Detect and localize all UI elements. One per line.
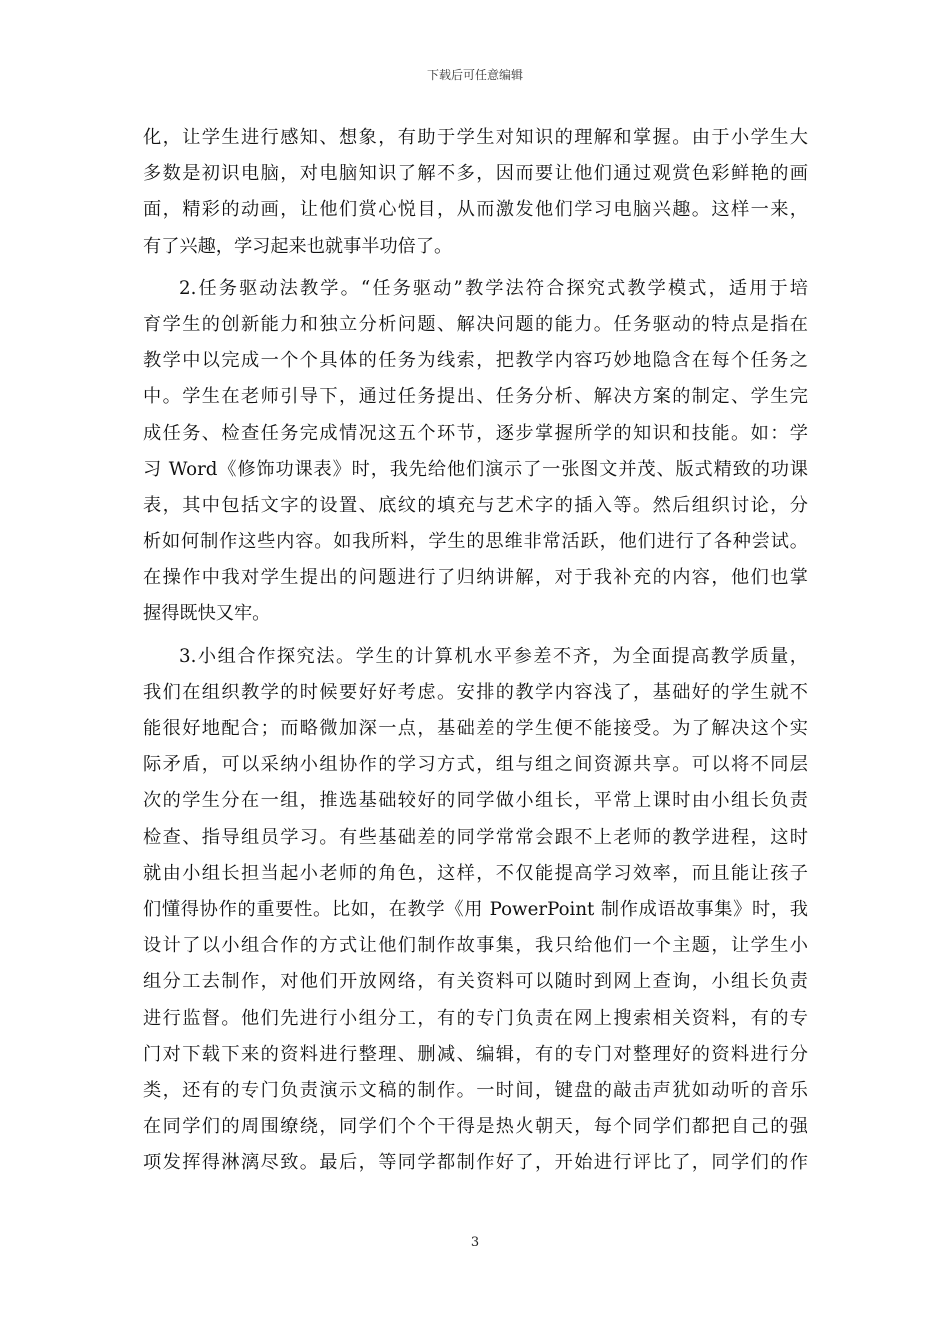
text-line: 组分工去制作，对他们开放网络，有关资料可以随时到网上查询，小组长负责 <box>143 971 808 993</box>
text-line: 门对下载下来的资料进行整理、删减、编辑，有的专门对整理好的资料进行分 <box>143 1043 808 1065</box>
text-line: 我们在组织教学的时候要好好考虑。安排的教学内容浅了，基础好的学生就不 <box>143 681 808 703</box>
text-line: 化，让学生进行感知、想象，有助于学生对知识的理解和掌握。由于小学生大 <box>143 127 808 148</box>
text-line: 2.任务驱动法教学。“任务驱动”教学法符合探究式教学模式，适用于培 <box>179 277 808 299</box>
text-line: 成任务、检查任务完成情况这五个环节，逐步掌握所学的知识和技能。如：学 <box>143 422 808 444</box>
page-number: 3 <box>470 1235 480 1250</box>
text-line: 际矛盾，可以采纳小组协作的学习方式，组与组之间资源共享。可以将不同层 <box>143 754 808 776</box>
text-line: 在操作中我对学生提出的问题进行了归纳讲解，对于我补充的内容，他们也掌 <box>143 567 808 589</box>
text-line: 教学中以完成一个个具体的任务为线索，把教学内容巧妙地隐含在每个任务之 <box>143 350 808 372</box>
text-line: 进行监督。他们先进行小组分工，有的专门负责在网上搜索相关资料，有的专 <box>143 1007 808 1029</box>
text-line: 中。学生在老师引导下，通过任务提出、任务分析、解决方案的制定、学生完 <box>143 386 808 408</box>
text-line: 3.小组合作探究法。学生的计算机水平参差不齐，为全面提高教学质量， <box>179 645 808 667</box>
paragraph-3 <box>143 639 808 1182</box>
text-line: 在同学们的周围缭绕，同学们个个干得是热火朝天，每个同学们都把自己的强 <box>143 1116 808 1138</box>
text-line: 检查、指导组员学习。有些基础差的同学常常会跟不上老师的教学进程，这时 <box>143 826 808 848</box>
paragraph-1 <box>143 120 808 265</box>
paragraph-2 <box>143 271 808 633</box>
text-line: 们懂得协作的重要性。比如，在教学《用 PowerPoint 制作成语故事集》时，我 <box>143 898 808 920</box>
text-line: 能很好地配合；而略微加深一点，基础差的学生便不能接受。为了解决这个实 <box>143 718 808 739</box>
text-line: 项发挥得淋漓尽致。最后，等同学都制作好了，开始进行评比了，同学们的作 <box>143 1152 808 1174</box>
text-line: 就由小组长担当起小老师的角色，这样，不仅能提高学习效率，而且能让孩子 <box>143 862 808 884</box>
text-line: 表，其中包括文字的设置、底纹的填充与艺术字的插入等。然后组织讨论，分 <box>143 494 808 516</box>
text-line: 有了兴趣，学习起来也就事半功倍了。 <box>143 235 453 257</box>
text-line: 育学生的创新能力和独立分析问题、解决问题的能力。任务驱动的特点是指在 <box>143 313 808 335</box>
text-line: 多数是初识电脑，对电脑知识了解不多，因而要让他们通过观赏色彩鲜艳的画 <box>143 163 808 185</box>
text-line: 析如何制作这些内容。如我所料，学生的思维非常活跃，他们进行了各种尝试。 <box>143 531 808 553</box>
text-line: 次的学生分在一组，推选基础较好的同学做小组长，平常上课时由小组长负责 <box>143 790 808 812</box>
document-body <box>143 120 808 1181</box>
text-line: 设计了以小组合作的方式让他们制作故事集，我只给他们一个主题，让学生小 <box>143 935 808 957</box>
page-header: 下载后可任意编辑 <box>426 68 523 82</box>
text-line: 类，还有的专门负责演示文稿的制作。一时间，键盘的敲击声犹如动听的音乐 <box>143 1079 808 1101</box>
text-line: 握得既快又牢。 <box>143 603 271 625</box>
text-line: 习 Word《修饰功课表》时，我先给他们演示了一张图文并茂、版式精致的功课 <box>143 458 808 480</box>
text-line: 面，精彩的动画，让他们赏心悦目，从而激发他们学习电脑兴趣。这样一来， <box>143 199 808 221</box>
